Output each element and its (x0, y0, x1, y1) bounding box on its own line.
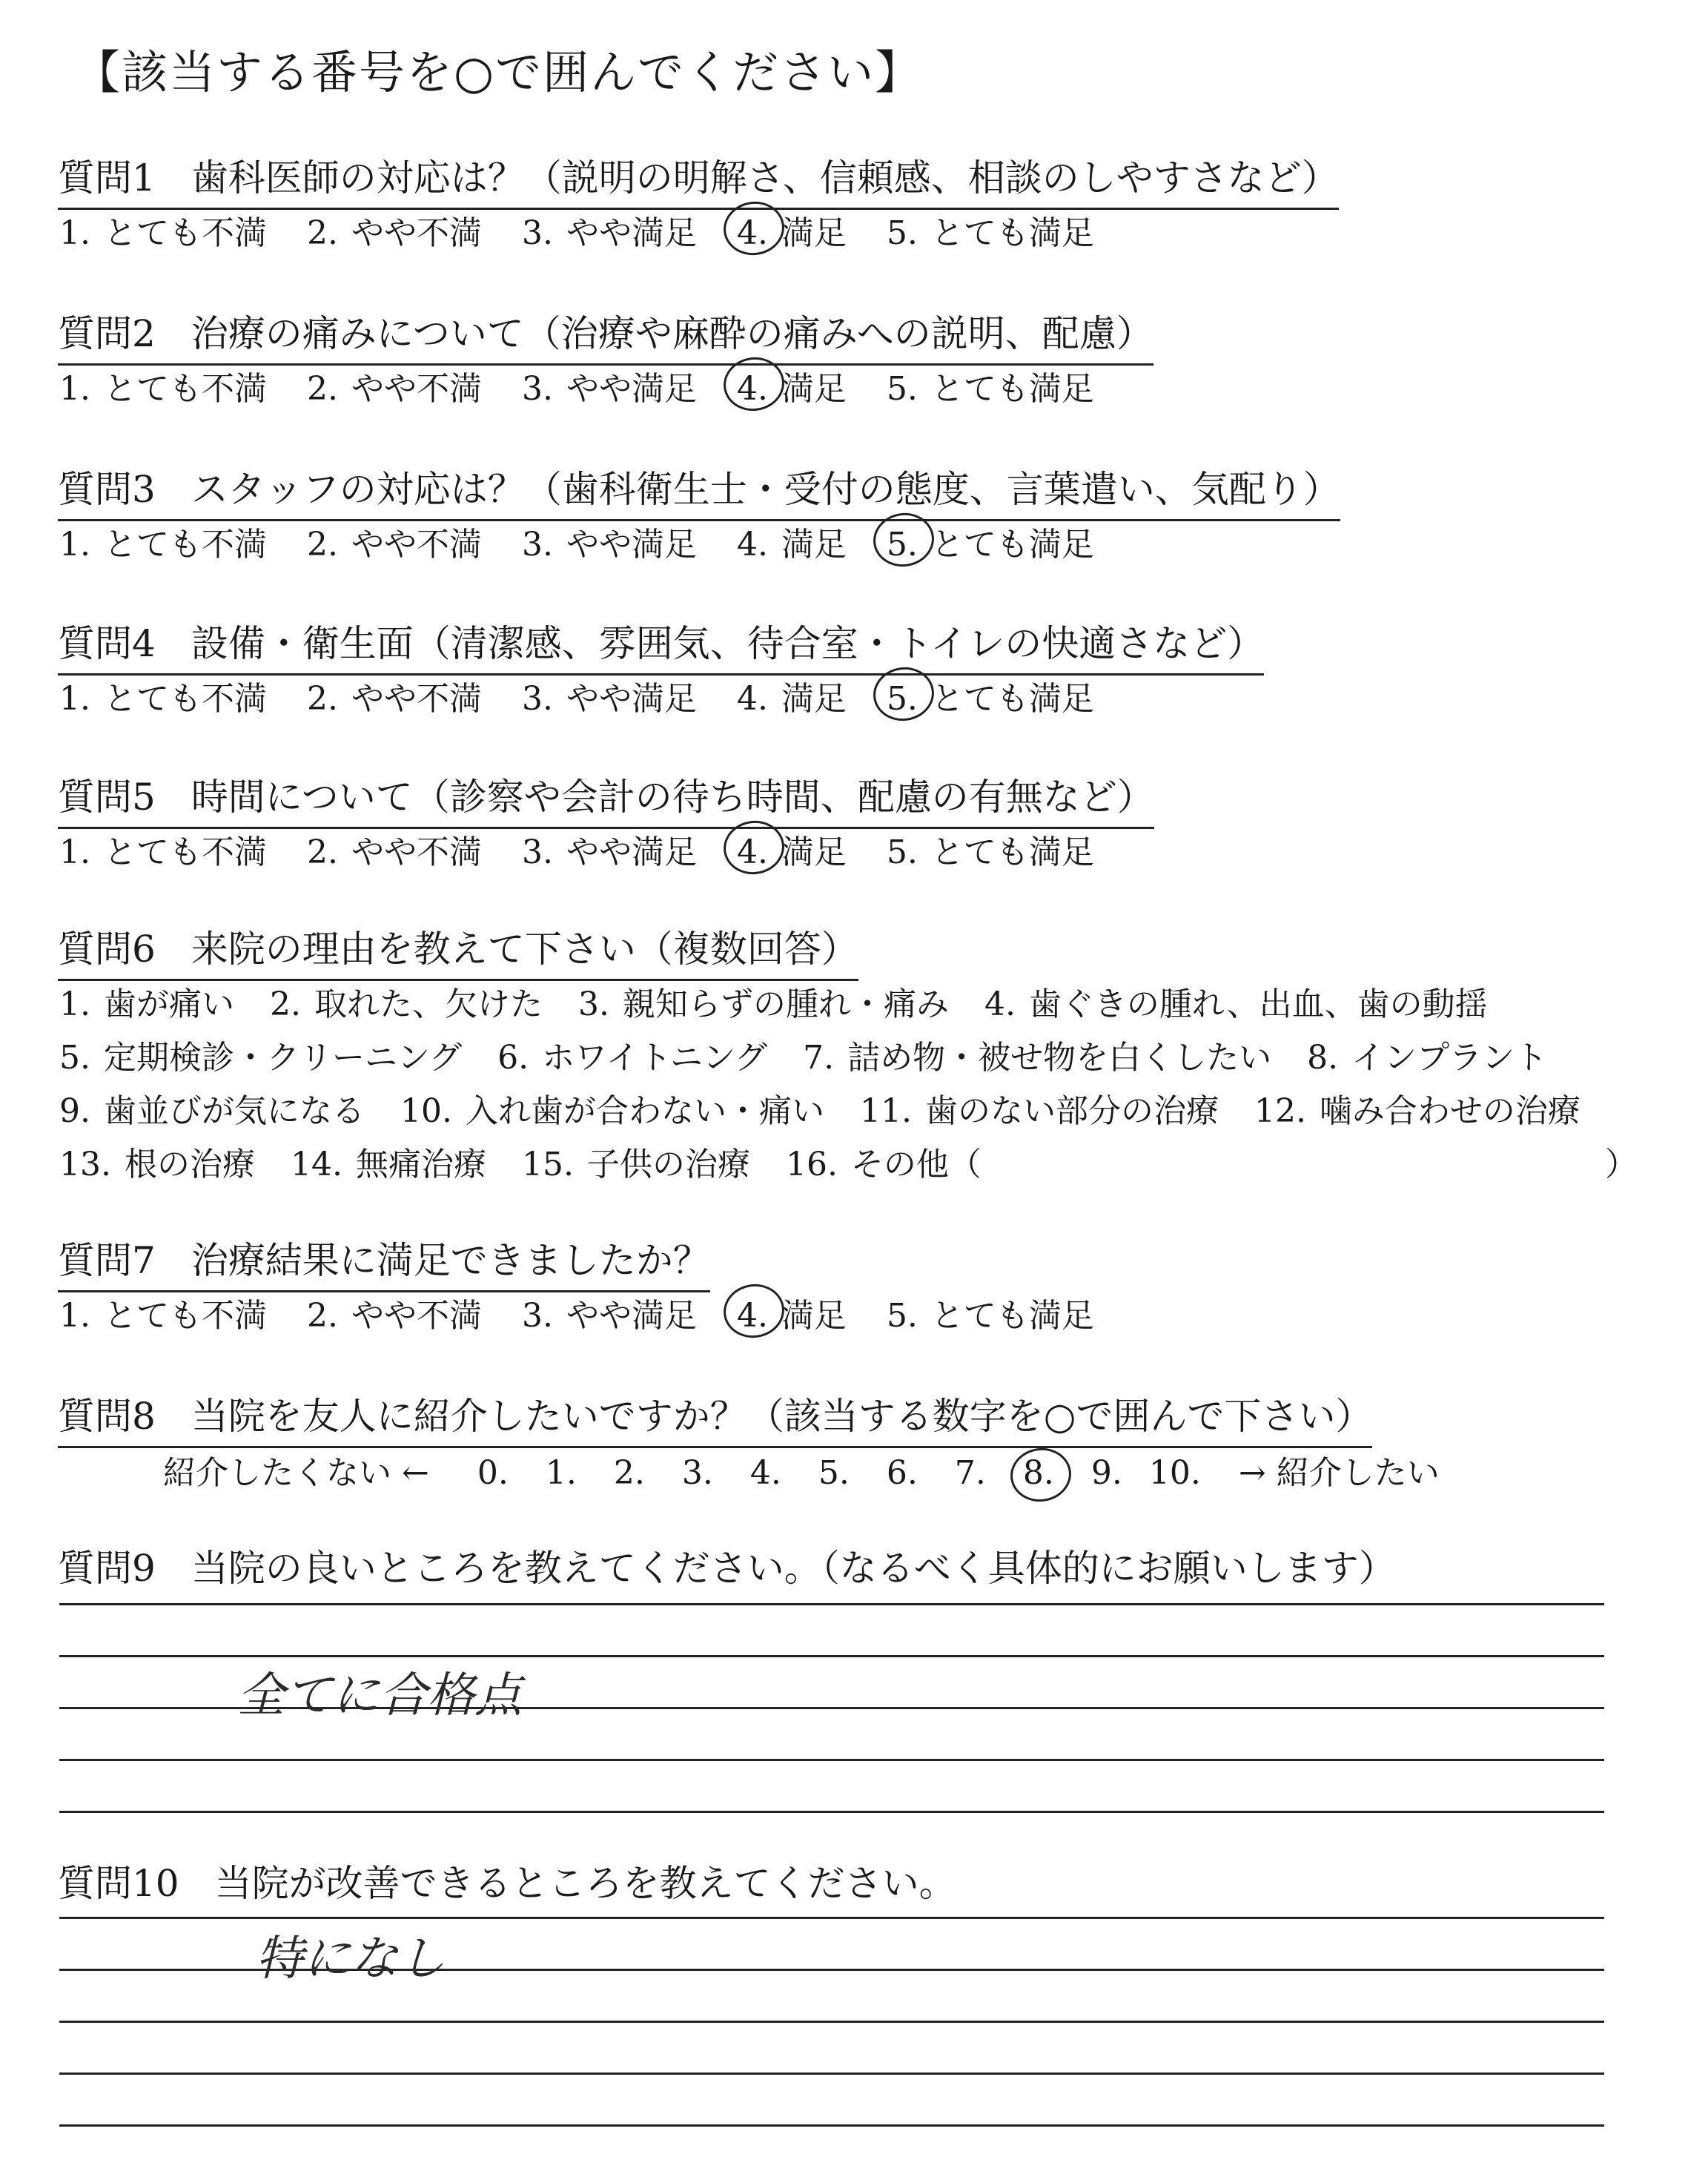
option-number: 2. (306, 833, 338, 871)
option-label: 入れ歯が合わない・痛い (465, 1092, 824, 1130)
option-number: 3. (521, 1297, 553, 1335)
q3-options (59, 518, 1134, 565)
q4-option-4 (737, 672, 847, 719)
option-label: やや不満 (351, 680, 482, 718)
q8-scale-1: 1. (545, 1454, 577, 1492)
q4-options (59, 672, 1134, 719)
option-label: やや満足 (566, 526, 697, 564)
option-number: 8. (1307, 1039, 1339, 1077)
q8-left-label: 紹介したくない ← (163, 1454, 429, 1492)
option-label: 満足 (781, 833, 847, 871)
q9-title (58, 1539, 1396, 1598)
option-number: 11. (859, 1092, 912, 1130)
q2-option-5 (887, 362, 1094, 409)
q6-option (59, 1137, 255, 1185)
q6-option (59, 1031, 462, 1078)
q6-option (1254, 1084, 1580, 1132)
q7-number: 質問7 (58, 1239, 156, 1282)
option-label: 取れた、欠けた (314, 985, 543, 1023)
q2-option-2 (307, 362, 482, 409)
option-number: 1. (59, 1297, 90, 1335)
option-label: やや満足 (566, 1297, 697, 1335)
option-label: やや不満 (351, 1297, 482, 1335)
q6-row (59, 977, 1523, 1025)
q3-option-5 (887, 518, 1094, 565)
q6-option (522, 1137, 750, 1185)
q4-text: 設備・衛生面（清潔感、雰囲気、待合室・トイレの快適さなど） (191, 622, 1265, 665)
option-label: 定期検診・クリーニング (103, 1039, 463, 1077)
option-number: 4. (736, 833, 768, 871)
q6-title (58, 919, 858, 981)
option-number: 9. (59, 1092, 90, 1130)
q3-option-3 (522, 518, 697, 565)
instruction-header: 【該当する番号を○で囲んでください】 (74, 45, 923, 99)
option-label: とても不満 (103, 370, 267, 408)
q6-option (786, 1137, 982, 1185)
q8-scale-5: 5. (818, 1454, 850, 1492)
q8-scale-6: 6. (886, 1454, 918, 1492)
option-label: 詰め物・被せ物を白くしたい (847, 1039, 1272, 1077)
option-label: 子供の治療 (586, 1146, 750, 1183)
q4-option-3 (522, 672, 697, 719)
option-label: 歯が痛い (103, 985, 234, 1023)
option-number: 3. (521, 214, 553, 252)
q1-option-2 (307, 206, 482, 254)
q9-handwritten-answer: 全てに合格点 (237, 1668, 522, 1723)
option-label: とても満足 (930, 214, 1094, 252)
q2-number: 質問2 (58, 312, 156, 355)
q5-option-1 (59, 825, 267, 873)
q7-option-2 (307, 1289, 482, 1336)
q2-option-1 (59, 362, 267, 409)
option-label: 歯のない部分の治療 (924, 1092, 1219, 1130)
option-number: 3. (521, 833, 553, 871)
option-label: とても不満 (103, 680, 267, 718)
q10-number: 質問10 (58, 1862, 179, 1905)
q3-option-2 (307, 518, 482, 565)
q1-option-1 (59, 206, 267, 254)
option-number: 4. (984, 985, 1016, 1023)
option-label: 満足 (781, 214, 847, 252)
q1-options (59, 206, 1134, 254)
option-number: 5. (886, 833, 918, 871)
option-label: やや不満 (351, 526, 482, 564)
option-number: 7. (803, 1039, 835, 1077)
option-label: やや満足 (566, 214, 697, 252)
answer-line (59, 2124, 1604, 2127)
q9-text: 当院の良いところを教えてください。（なるべく具体的にお願いします） (191, 1547, 1396, 1590)
option-number: 4. (736, 1297, 768, 1335)
option-number: 4. (736, 526, 768, 564)
q8-scale (163, 1446, 1440, 1493)
option-label: やや満足 (566, 370, 697, 408)
option-label: ホワイトニング (542, 1039, 768, 1077)
answer-line (59, 1917, 1604, 1919)
q6-option (270, 977, 543, 1025)
option-label: やや満足 (566, 680, 697, 718)
q5-option-4 (737, 825, 847, 873)
option-number: 1. (59, 680, 90, 718)
option-number: 2. (306, 370, 338, 408)
option-number: 5. (886, 526, 918, 564)
q7-option-4 (737, 1289, 847, 1336)
answer-line (59, 1603, 1604, 1605)
option-number: 1. (59, 214, 90, 252)
q6-row (59, 1137, 1017, 1185)
option-number: 5. (59, 1039, 90, 1077)
q7-option-5 (887, 1289, 1094, 1336)
q8-right-label: → 紹介したい (1238, 1454, 1440, 1492)
q6-option (400, 1084, 824, 1132)
q7-option-1 (59, 1289, 267, 1336)
option-label: やや不満 (351, 833, 482, 871)
q10-text: 当院が改善できるところを教えてください。 (214, 1862, 956, 1905)
option-label: とても満足 (930, 680, 1094, 718)
option-label: とても満足 (930, 833, 1094, 871)
option-label: とても不満 (103, 833, 267, 871)
option-number: 1. (59, 833, 90, 871)
q6-option (1307, 1031, 1547, 1078)
q6-option (578, 977, 949, 1025)
q10-handwritten-answer: 特になし (256, 1932, 446, 1986)
option-label: その他（ (850, 1146, 982, 1183)
option-number: 5. (886, 1297, 918, 1335)
q4-number: 質問4 (58, 622, 156, 665)
q5-option-3 (522, 825, 697, 873)
q6-other-close-paren: ） (1605, 1146, 1638, 1183)
q8-number: 質問8 (58, 1395, 156, 1438)
q6-text: 来院の理由を教えて下さい（複数回答） (191, 928, 858, 971)
option-number: 4. (736, 370, 768, 408)
q1-text: 歯科医師の対応は？（説明の明解さ、信頼感、相談のしやすさなど） (191, 156, 1339, 199)
q3-text: スタッフの対応は？（歯科衛生士・受付の態度、言葉遣い、気配り） (191, 468, 1340, 511)
q5-option-2 (307, 825, 482, 873)
q6-number: 質問6 (58, 928, 156, 971)
option-number: 3. (521, 680, 553, 718)
option-number: 6. (497, 1039, 529, 1077)
q6-option (59, 977, 234, 1025)
q8-scale-3: 3. (681, 1454, 713, 1492)
option-number: 15. (521, 1146, 574, 1183)
option-label: 満足 (781, 526, 847, 564)
q8-scale-8: 8. (1004, 1454, 1073, 1492)
q1-option-5 (887, 206, 1094, 254)
q1-title (58, 148, 1339, 210)
q5-options (59, 825, 1134, 873)
option-number: 16. (785, 1146, 838, 1183)
q8-scale-4: 4. (749, 1454, 781, 1492)
option-number: 5. (886, 370, 918, 408)
option-label: 歯並びが気になる (103, 1092, 365, 1130)
option-number: 3. (577, 985, 609, 1023)
q6-row (59, 1084, 1616, 1132)
q8-scale-2: 2. (613, 1454, 645, 1492)
q4-title (58, 614, 1264, 676)
q8-scale-9: 9. (1090, 1454, 1122, 1492)
option-number: 2. (306, 680, 338, 718)
q8-title (58, 1387, 1372, 1448)
option-number: 13. (59, 1146, 111, 1183)
q5-number: 質問5 (58, 776, 156, 819)
option-number: 1. (59, 985, 90, 1023)
option-number: 5. (886, 214, 918, 252)
q6-row (59, 1031, 1583, 1078)
q3-number: 質問3 (58, 468, 156, 511)
option-number: 14. (290, 1146, 342, 1183)
q7-options (59, 1289, 1134, 1336)
option-label: 根の治療 (124, 1146, 255, 1183)
option-label: やや不満 (351, 214, 482, 252)
q8-scale-0: 0. (477, 1454, 509, 1492)
answer-line (59, 1811, 1604, 1813)
option-label: とても満足 (930, 1297, 1094, 1335)
q6-option (59, 1084, 365, 1132)
q2-title (58, 304, 1153, 366)
q1-number: 質問1 (58, 156, 156, 199)
q6-option (803, 1031, 1271, 1078)
q8-scale-7: 7. (954, 1454, 986, 1492)
q7-title (58, 1231, 710, 1292)
option-number: 2. (306, 1297, 338, 1335)
q3-title (58, 460, 1340, 521)
option-label: やや不満 (351, 370, 482, 408)
q10-title (58, 1854, 956, 1913)
q4-option-2 (307, 672, 482, 719)
option-number: 12. (1254, 1092, 1306, 1130)
option-number: 2. (306, 526, 338, 564)
option-number: 4. (736, 680, 768, 718)
option-number: 3. (521, 526, 553, 564)
q5-text: 時間について（診察や会計の待ち時間、配慮の有無など） (191, 776, 1154, 819)
q6-option (497, 1031, 767, 1078)
option-label: やや満足 (566, 833, 697, 871)
answer-line (59, 2021, 1604, 2023)
answer-line (59, 2073, 1604, 2075)
option-label: とても不満 (103, 1297, 267, 1335)
q6-option (860, 1084, 1219, 1132)
q7-text: 治療結果に満足できましたか？ (191, 1239, 710, 1282)
q9-number: 質問9 (58, 1547, 156, 1590)
option-number: 5. (886, 680, 918, 718)
option-number: 2. (269, 985, 301, 1023)
q2-options (59, 362, 1134, 409)
option-number: 1. (59, 370, 90, 408)
q8-text: 当院を友人に紹介したいですか？（該当する数字を○で囲んで下さい） (191, 1395, 1373, 1438)
option-label: とても不満 (103, 214, 267, 252)
option-number: 3. (521, 370, 553, 408)
q6-option (291, 1137, 486, 1185)
q7-option-3 (522, 1289, 697, 1336)
q2-text: 治療の痛みについて（治療や麻酔の痛みへの説明、配慮） (191, 312, 1153, 355)
q1-option-3 (522, 206, 697, 254)
option-label: 親知らずの腫れ・痛み (622, 985, 949, 1023)
q2-option-3 (522, 362, 697, 409)
q4-option-1 (59, 672, 267, 719)
option-label: 歯ぐきの腫れ、出血、歯の動揺 (1028, 985, 1488, 1023)
q8-scale-10: 10. (1148, 1454, 1201, 1492)
q3-option-1 (59, 518, 267, 565)
option-label: 噛み合わせの治療 (1319, 1092, 1580, 1130)
q2-option-4 (737, 362, 847, 409)
option-label: 満足 (781, 1297, 847, 1335)
q1-option-4 (737, 206, 847, 254)
q6-option (984, 977, 1488, 1025)
option-label: とても不満 (103, 526, 267, 564)
option-label: インプラント (1351, 1039, 1548, 1077)
option-number: 10. (400, 1092, 452, 1130)
option-number: 4. (736, 214, 768, 252)
q3-option-4 (737, 518, 847, 565)
option-label: 満足 (781, 370, 847, 408)
q5-option-5 (887, 825, 1094, 873)
q5-title (58, 767, 1154, 829)
option-label: 満足 (781, 680, 847, 718)
q4-option-5 (887, 672, 1094, 719)
option-number: 2. (306, 214, 338, 252)
option-label: 無痛治療 (355, 1146, 486, 1183)
option-label: とても満足 (930, 526, 1094, 564)
option-label: とても満足 (930, 370, 1094, 408)
option-number: 1. (59, 526, 90, 564)
answer-line (59, 1759, 1604, 1761)
